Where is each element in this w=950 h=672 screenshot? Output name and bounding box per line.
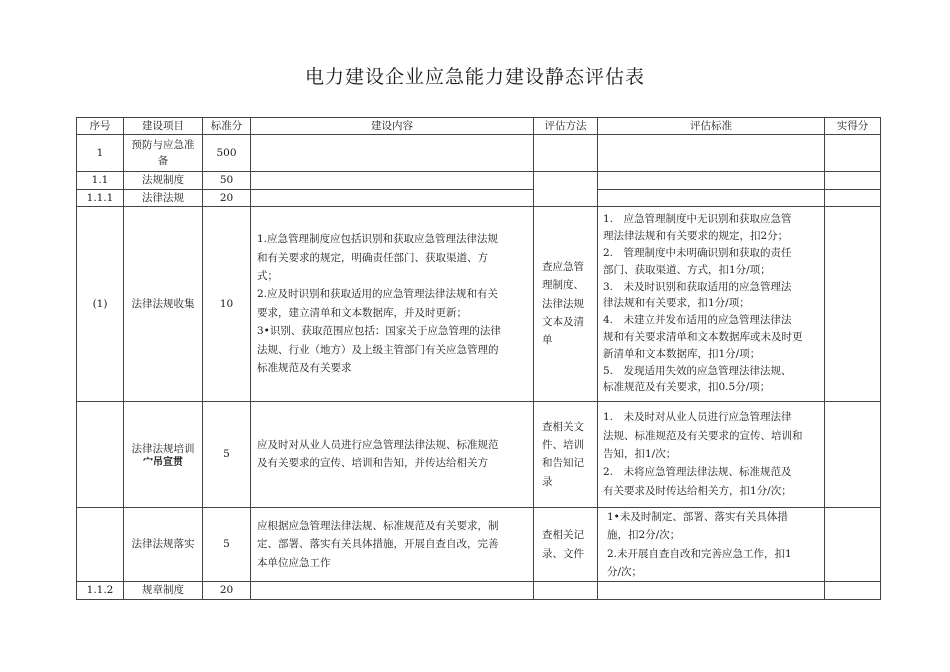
criteria-line: 新清单和文本数据库，扣1分/项； — [603, 347, 761, 360]
criteria-line: 理法律法规和有关要求的规定，扣2分； — [603, 230, 789, 243]
content-line: 定、部署、落实有关具体措施，开展自查自改，完善 — [257, 538, 499, 551]
row-score: 10 — [203, 206, 251, 401]
table-row — [77, 401, 881, 507]
content-line: 1.应急管理制度应包括识别和获取应急管理法律法规 — [257, 233, 499, 246]
criteria-line: 1. 应急管理制度中无识别和获取应急管 — [603, 213, 792, 226]
row-criteria — [598, 135, 825, 172]
criteria-line: 2. 未将应急管理法律法规、标准规范及 — [603, 466, 792, 479]
criteria-line: 有关要求及时传达给相关方，扣1分/次； — [603, 484, 792, 497]
row-criteria — [598, 507, 825, 582]
row-no: 1.1 — [77, 172, 124, 189]
row-item — [124, 401, 203, 507]
row-method — [534, 172, 598, 207]
row-criteria — [598, 189, 825, 206]
row-content — [251, 401, 534, 507]
criteria-line: 5. 发现适用失效的应急管理法律法规、 — [603, 364, 792, 377]
method-line: 和告知记 — [542, 457, 584, 470]
row-score: 500 — [203, 135, 251, 172]
evaluation-table — [76, 117, 881, 600]
criteria-line: 律法规和有关要求，扣1分/项； — [603, 297, 750, 310]
criteria-line: 1•未及时制定、部署、落实有关具体措 — [607, 510, 788, 523]
row-method — [534, 582, 598, 599]
row-item: 法规制度 — [124, 172, 203, 189]
row-no: 1 — [77, 135, 124, 172]
row-score: 5 — [203, 507, 251, 582]
row-method — [534, 135, 598, 172]
criteria-line: 3. 未及时识别和获取适用的应急管理法 — [603, 280, 792, 293]
header-no: 序号 — [77, 118, 124, 135]
header-item: 建设项目 — [124, 118, 203, 135]
row-item: 预防与应急准备 — [124, 135, 203, 172]
table-row — [77, 189, 881, 206]
row-actual — [825, 172, 881, 189]
table-row — [77, 582, 881, 599]
method-line: 理制度、 — [542, 279, 584, 292]
row-actual — [825, 582, 881, 599]
row-item: 法律法规落实 — [124, 507, 203, 582]
header-method: 评估方法 — [534, 118, 598, 135]
table-row — [77, 507, 881, 582]
criteria-line: 法规、标准规范及有关要求的宣传、培训和 — [603, 429, 803, 442]
row-method — [534, 507, 598, 582]
table-row — [77, 135, 881, 172]
criteria-line: 4. 未建立并发布适用的应急管理法律法 — [603, 314, 792, 327]
table-row — [77, 172, 881, 189]
row-no: (1) — [77, 206, 124, 401]
row-criteria — [598, 206, 825, 401]
row-no: 1.1.1 — [77, 189, 124, 206]
row-criteria — [598, 582, 825, 599]
row-method — [534, 206, 598, 401]
row-criteria — [598, 401, 825, 507]
content-line: 及有关要求的宣传、培训和告知，并传达给相关方 — [257, 457, 488, 470]
content-line: 应及时对从业人员进行应急管理法律法规、标准规范 — [257, 438, 499, 451]
method-line: 查应急管 — [542, 260, 584, 273]
criteria-line: 2. 管理制度中未明确识别和获取的责任 — [603, 247, 792, 259]
content-line: 应根据应急管理法律法规、标准规范及有关要求，制 — [257, 519, 499, 532]
row-actual — [825, 135, 881, 172]
row-content — [251, 189, 534, 206]
method-line: 文本及清 — [542, 315, 584, 328]
content-line: 式； — [257, 270, 278, 283]
content-line: 标准规范及有关要求 — [257, 361, 352, 374]
method-line: 查相关记 — [542, 529, 584, 542]
content-line: 要求，建立清单和文本数据库，并及时更新； — [257, 306, 467, 319]
header-content: 建设内容 — [251, 118, 534, 135]
method-line: 件、培训 — [542, 438, 584, 451]
row-no: 1.1.2 — [77, 582, 124, 599]
criteria-line: 部门、获取渠道、方式，扣1分/项； — [603, 263, 771, 276]
row-item: 法律法规收集 — [124, 206, 203, 401]
row-content — [251, 582, 534, 599]
header-row — [77, 118, 881, 135]
content-line: 和有关要求的规定，明确责任部门、获取渠道、方 — [257, 251, 488, 264]
method-line: 单 — [542, 334, 553, 347]
row-criteria — [598, 172, 825, 189]
row-actual — [825, 507, 881, 582]
criteria-line: 规和有关要求清单和文本数据库或未及时更 — [603, 330, 803, 343]
row-actual — [825, 401, 881, 507]
content-line: 本单位应急工作 — [257, 556, 331, 569]
criteria-line: 标准规范及有关要求，扣0.5分/项； — [603, 381, 771, 394]
criteria-line: 分/次； — [607, 565, 643, 578]
table-row — [77, 206, 881, 401]
criteria-line: 2.未开展自查自改和完善应急工作，扣1 — [607, 547, 792, 560]
header-actual: 实得分 — [825, 118, 881, 135]
content-line: 法规、行业（地方）及上级主管部门有关应急管理的 — [257, 343, 499, 356]
row-no — [77, 507, 124, 582]
item-line: 宀吊宣贯 — [143, 456, 183, 468]
row-content — [251, 172, 534, 189]
row-score: 50 — [203, 172, 251, 189]
row-score: 5 — [203, 401, 251, 507]
header-criteria: 评估标准 — [598, 118, 825, 135]
method-line: 查相关文 — [542, 420, 584, 433]
row-actual — [825, 206, 881, 401]
row-content — [251, 507, 534, 582]
criteria-line: 1. 未及时对从业人员进行应急管理法律 — [603, 411, 792, 424]
content-line: 2.应及时识别和获取适用的应急管理法律法规和有关 — [257, 288, 499, 301]
row-content — [251, 206, 534, 401]
method-line: 录、文件 — [542, 547, 584, 560]
item-line: 法律法规培训 — [131, 442, 195, 455]
row-score: 20 — [203, 189, 251, 206]
method-line: 录 — [542, 475, 553, 488]
method-line: 法律法规 — [542, 297, 584, 310]
criteria-line: 施，扣2分/次； — [607, 529, 681, 542]
row-method — [534, 401, 598, 507]
row-score: 20 — [203, 582, 251, 599]
row-actual — [825, 189, 881, 206]
content-line: 3•识别、获取范围应包括：国家关于应急管理的法律 — [257, 325, 501, 338]
criteria-line: 告知，扣1/次； — [603, 448, 677, 461]
row-content — [251, 135, 534, 172]
row-item: 法律法规 — [124, 189, 203, 206]
row-no — [77, 401, 124, 507]
page-title: 电力建设企业应急能力建设静态评估表 — [304, 66, 645, 88]
header-score: 标准分 — [203, 118, 251, 135]
row-item: 规章制度 — [124, 582, 203, 599]
